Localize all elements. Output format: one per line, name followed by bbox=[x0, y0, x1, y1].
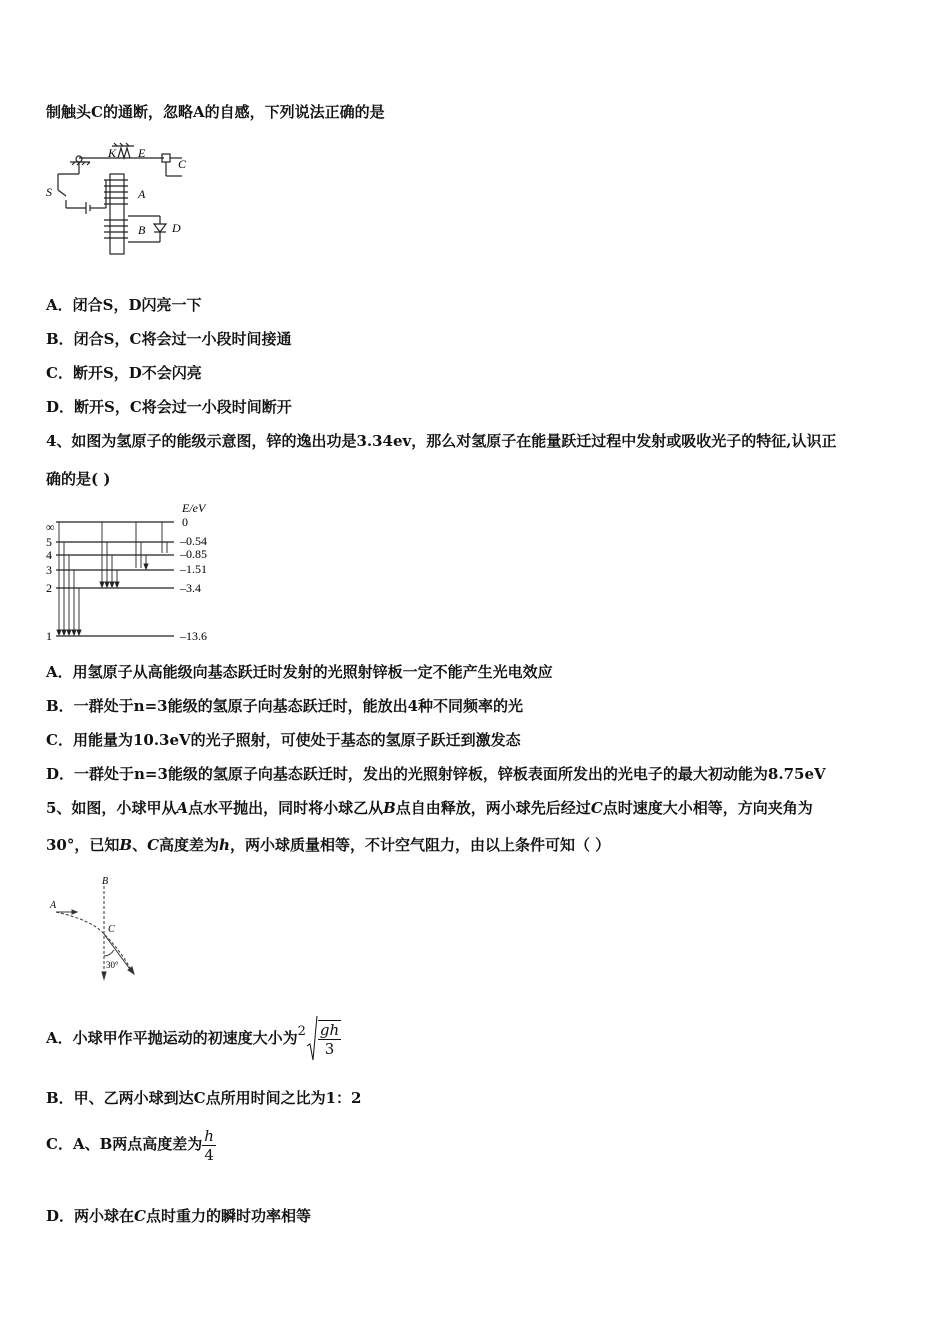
q5-stem-var-a: A bbox=[176, 799, 189, 817]
q5-option-d-var-c: C bbox=[134, 1207, 146, 1225]
relay-circuit-figure bbox=[44, 140, 204, 260]
q5-option-d bbox=[46, 1206, 311, 1226]
sqrt-sign bbox=[306, 1014, 318, 1064]
q5-option-d-part: D．两小球在 bbox=[46, 1207, 135, 1225]
label-B: B bbox=[138, 223, 146, 237]
q5-stem-part: 点自由释放，两小球先后经过 bbox=[395, 799, 591, 817]
q5-option-a bbox=[46, 1004, 341, 1066]
label-D: D bbox=[172, 221, 181, 235]
q4-option-a: A．用氢原子从高能级向基态跃迁时发射的光照射锌板一定不能产生光电效应 bbox=[46, 663, 553, 681]
q5-option-b: B．甲、乙两小球到达C点所用时间之比为1：2 bbox=[46, 1089, 362, 1107]
q3-option-a: A．闭合S，D闪亮一下 bbox=[46, 296, 202, 314]
level-e-inf: 0 bbox=[182, 515, 188, 529]
level-n-2: 2 bbox=[46, 581, 52, 595]
q4-stem-line1: 4、如图为氢原子的能级示意图，锌的逸出功是3.34ev，那么对氢原子在能量跃迁过程中发射或吸收光子的特征,认识正 bbox=[46, 432, 837, 450]
level-n-inf: ∞ bbox=[46, 520, 55, 534]
level-e-4: –0.85 bbox=[180, 547, 207, 561]
q5-stem-line2 bbox=[46, 835, 610, 855]
label-B: B bbox=[102, 876, 109, 887]
level-e-5: –0.54 bbox=[180, 534, 207, 548]
sqrt-numerator: gh bbox=[319, 1021, 340, 1039]
frac-denominator: 4 bbox=[204, 1145, 214, 1164]
q3-option-d: D．断开S，C将会过一小段时间断开 bbox=[46, 398, 292, 416]
label-E: E bbox=[138, 146, 146, 160]
q5-stem-part: 30°，已知 bbox=[46, 836, 120, 854]
level-e-2: –3.4 bbox=[180, 581, 201, 595]
q5-stem-part: 点时速度大小相等，方向夹角为 bbox=[602, 799, 813, 817]
q3-option-c: C．断开S，D不会闪亮 bbox=[46, 364, 202, 382]
level-n-3: 3 bbox=[46, 563, 52, 577]
q5-stem-part: 、 bbox=[132, 836, 148, 854]
frac-numerator: h bbox=[204, 1126, 214, 1145]
q5-option-d-part: 点时重力的瞬时功率相等 bbox=[145, 1207, 311, 1225]
energy-level-diagram bbox=[44, 498, 234, 648]
q5-stem-var-h: h bbox=[219, 836, 230, 854]
label-S: S bbox=[46, 185, 52, 199]
q4-option-c: C．用能量为10.3eV的光子照射，可使处于基态的氢原子跃迁到激发态 bbox=[46, 731, 521, 749]
q5-stem-part: 点水平抛出，同时将小球乙从 bbox=[188, 799, 384, 817]
q5-stem-var-c: C bbox=[147, 836, 160, 854]
q5-stem-line1 bbox=[46, 798, 813, 818]
q5-stem-part: 高度差为 bbox=[159, 836, 220, 854]
level-n-5: 5 bbox=[46, 535, 52, 549]
q3-option-b: B．闭合S，C将会过一小段时间接通 bbox=[46, 330, 292, 348]
q4-option-d: D．一群处于n=3能级的氢原子向基态跃迁时，发出的光照射锌板，锌板表面所发出的光电子的最大初动能为8.75eV bbox=[46, 765, 826, 783]
q5-stem-var-b: B bbox=[383, 799, 396, 817]
projectile-figure bbox=[44, 872, 154, 984]
intro-text: 制触头C的通断，忽略A的自感，下列说法正确的是 bbox=[46, 103, 385, 121]
label-C: C bbox=[108, 924, 115, 935]
label-C: C bbox=[178, 157, 187, 171]
level-n-4: 4 bbox=[46, 548, 52, 562]
level-n-1: 1 bbox=[46, 629, 52, 643]
level-e-1: –13.6 bbox=[180, 629, 207, 643]
sqrt-coefficient: 2 bbox=[297, 1024, 306, 1039]
angle-label: 30° bbox=[106, 960, 119, 970]
sqrt-denominator: 3 bbox=[324, 1040, 335, 1058]
q5-option-a-text: A．小球甲作平抛运动的初速度大小为 bbox=[46, 1029, 298, 1047]
label-A: A bbox=[50, 900, 57, 911]
energy-unit-label: E/eV bbox=[182, 501, 206, 515]
q4-option-b: B．一群处于n=3能级的氢原子向基态跃迁时，能放出4种不同频率的光 bbox=[46, 697, 524, 715]
label-K: K bbox=[108, 146, 117, 160]
q5-stem-var-b: B bbox=[119, 836, 133, 854]
label-A: A bbox=[138, 187, 146, 201]
q5-option-c bbox=[46, 1124, 216, 1164]
q5-stem-part: 5、如图，小球甲从 bbox=[46, 799, 177, 817]
q4-stem-line2: 确的是( ) bbox=[46, 470, 111, 488]
q5-stem-var-c: C bbox=[590, 799, 603, 817]
q5-stem-part: ，两小球质量相等，不计空气阻力，由以上条件可知（ ） bbox=[229, 836, 611, 854]
q5-option-c-text: C．A、B两点高度差为 bbox=[46, 1135, 203, 1153]
level-e-3: –1.51 bbox=[180, 562, 207, 576]
